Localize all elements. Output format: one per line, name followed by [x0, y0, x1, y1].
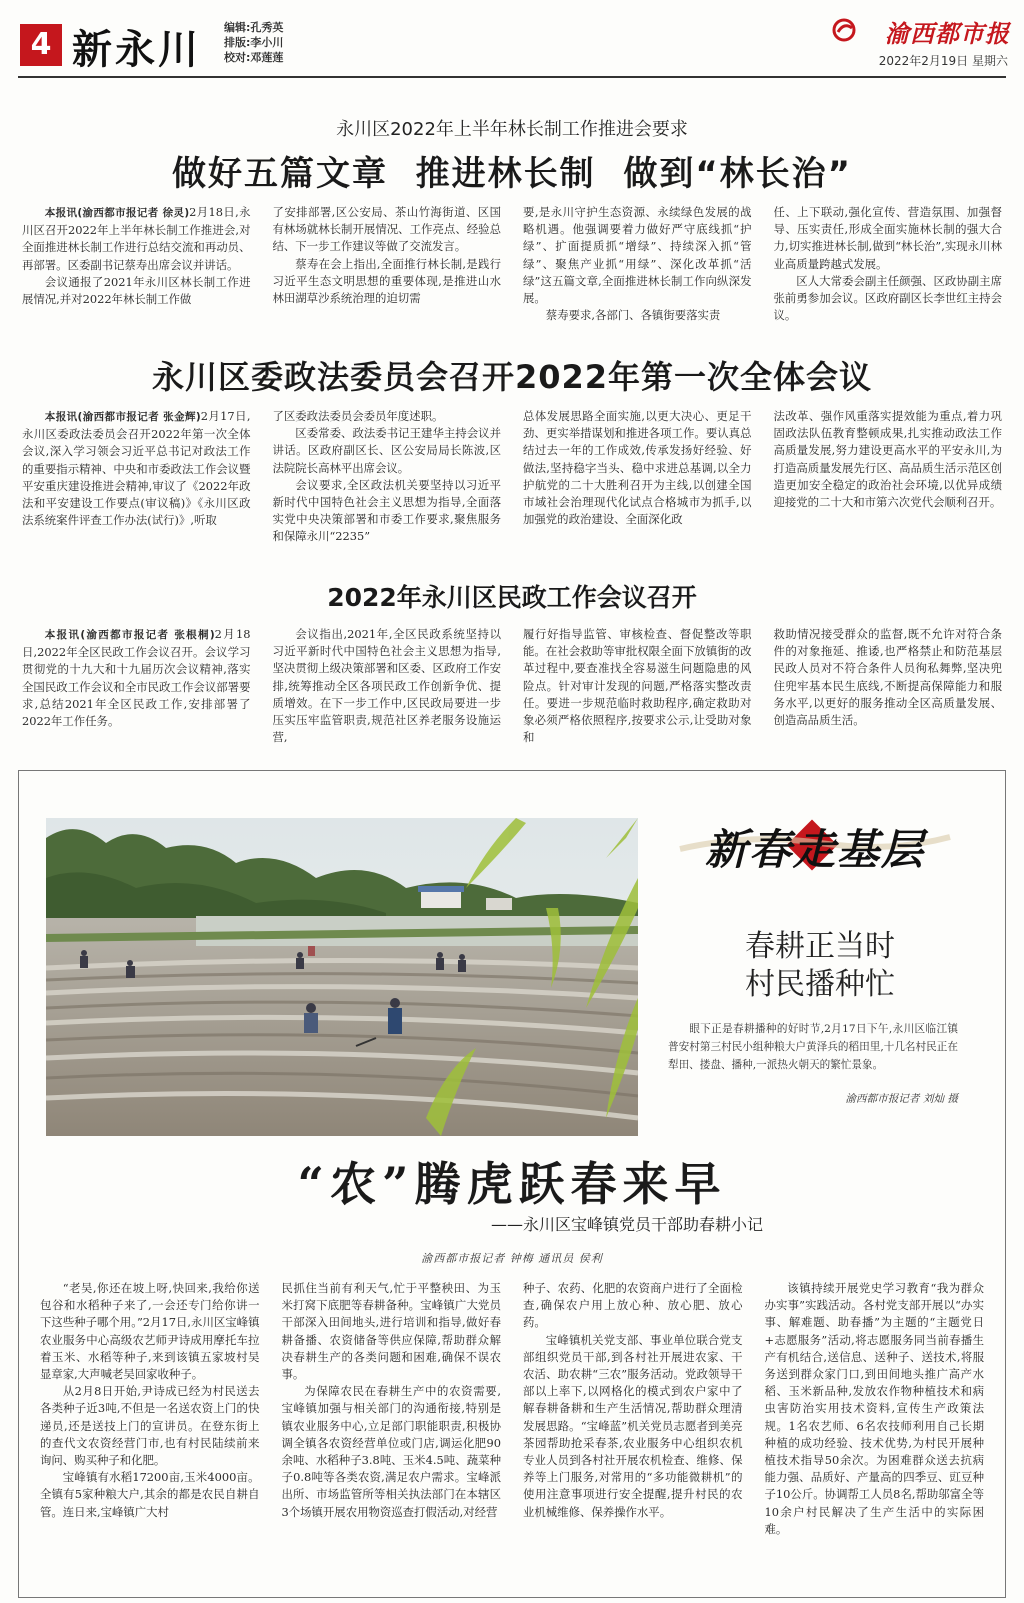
article3-column	[273, 626, 502, 746]
paragraph: 从2月8日开始,尹诗成已经为村民送去各类种子近3吨,不但是一名送农资上门的快递员,还是送技上门的宣讲员。在登东街上的查代文农资经营门市,也有村民陆续前来询问、购买种子和化肥。	[40, 1384, 260, 1468]
article2-title: 永川区委政法委员会召开2022年第一次全体会议	[151, 358, 873, 396]
paragraph: 救助情况接受群众的监督,既不允许对符合条件的对象拖延、推诿,也严格禁止和防范基层民政人员对不符合条件人员徇私舞弊,坚决兜住兜牢基本民生底线,不断提高保障能力和服务水平,以更好的服务推动全区高质量发展、创造高品质生活。	[773, 627, 1002, 728]
paragraph: 民抓住当前有利天气,忙于平整秧田、为玉米打窝下底肥等春耕备种。宝峰镇广大党员干部深入田间地头,进行培训和指导,做好春耕备播、农资储备等供应保障,帮助群众解决春耕生产的各类问题和困难,确保不误农事。	[281, 1281, 501, 1382]
feature-column	[40, 1280, 260, 1590]
photo-caption: 眼下正是春耕播种的好时节,2月17日下午,永川区临江镇普安村第三村民小组种粮大户黄泽兵的稻田里,十几名村民正在犁田、搂盘、播种,一派热火朝天的繁忙景象。	[668, 1023, 958, 1071]
feature-title: “农”腾虎跃春来早	[297, 1157, 727, 1211]
paragraph: 宝峰镇有水稻17200亩,玉米4000亩。全镇有5家种粮大户,其余的都是农民自耕自管。连日来,宝峰镇广大村	[40, 1470, 260, 1519]
article1-column	[22, 204, 251, 322]
article1-column	[774, 204, 1003, 322]
feature-column	[765, 1280, 985, 1590]
feature-badge-text: 新春走基层	[704, 825, 925, 874]
section-title: 新永川	[72, 26, 201, 73]
article2-body	[22, 408, 1002, 550]
paragraph: 种子、农药、化肥的农资商户进行了全面检查,确保农户用上放心种、放心肥、放心药。	[523, 1281, 743, 1330]
article3-column	[22, 626, 251, 746]
feature-body	[40, 1280, 984, 1590]
rice-field-photo	[46, 818, 638, 1136]
paragraph: 会议要求,全区政法机关要坚持以习近平新时代中国特色社会主义思想为指导,全面落实党中央决策部署和市委工作要求,聚焦服务和保障永川“2235”	[272, 477, 501, 544]
article1-byline: 本报讯(渝西都市报记者 徐灵)	[44, 207, 190, 219]
paragraph: 了区委政法委员会委员年度述职。	[272, 409, 444, 423]
paragraph: 总体发展思路全面实施,以更大决心、更足干劲、更实举措谋划和推进各项工作。要认真总结过去一年的工作成效,传承发扬好经验、好做法,坚持稳字当头、稳中求进总基调,以全力护航党的二十大胜利召开为主线,以创建全国市域社会治理现代化试点合格城市为抓手,以加强党的政治建设、全面深化政	[523, 409, 752, 527]
article1-title: 做好五篇文章 推进林长制 做到“林长治”	[171, 154, 853, 194]
header-rule	[18, 76, 1006, 78]
article3-byline: 本报讯(渝西都市报记者 张根桐)	[44, 629, 215, 641]
feature-badge	[670, 805, 960, 885]
feature-column	[523, 1280, 743, 1590]
issue-date: 2022年2月19日 星期六	[878, 54, 1008, 68]
rice-field-illustration	[46, 818, 638, 1136]
paragraph: 蔡寿在会上指出,全面推行林长制,是践行习近平生态文明思想的重要体现,是推进山水林田湖草沙系统治理的迫切需	[272, 256, 501, 306]
article3-column	[523, 626, 752, 746]
photo-title-line: 春耕正当时	[745, 929, 895, 964]
paragraph: 法改革、强作风重落实提效能为重点,着力巩固政法队伍教育整顿成果,扎实推动政法工作高质量发展,努力建设更高水平的平安永川,为打造高质量发展先行区、高品质生活示范区创造更加安全稳定的政治社会环境,以优异成绩迎接党的二十大和市第六次党代会顺利召开。	[773, 409, 1002, 510]
article3-body	[22, 626, 1002, 746]
paragraph: 2月18日,2022年全区民政工作会议召开。会议学习贯彻党的十九大和十九届历次会议精神,落实全国民政工作会议和全市民政工作会议部署要求,总结2021年全区民政工作,安排部署了2022年工作任务。	[22, 627, 251, 729]
feature-byline: 渝西都市报记者 钟梅 通讯员 侯利	[421, 1252, 603, 1265]
paragraph: 会议指出,2021年,全区民政系统坚持以习近平新时代中国特色社会主义思想为指导,坚决贯彻上级决策部署和区委、区政府工作安排,统筹推动全区各项民政工作创新争优、提质增效。在下一步工作中,区民政局要进一步压实压牢监管职责,规范社区养老服务设施运营,	[272, 627, 501, 745]
photo-title	[670, 928, 970, 1004]
article1-column	[523, 204, 752, 322]
paragraph: “老吴,你还在坡上呀,快回来,我给你送包谷和水稻种子来了,一会还专门给你讲一下这些种子哪个用。”2月17日,永川区宝峰镇农业服务中心高级农艺师尹诗成用摩托车拉着玉米、水稻等种子,来到该镇五家坡村吴显章家,大声喊老吴回家收种子。	[40, 1281, 260, 1382]
photo-credit: 渝西都市报记者 刘灿 摄	[845, 1093, 958, 1105]
feature-column	[282, 1280, 502, 1590]
layout-editor: 排版:李小川	[224, 36, 284, 49]
paragraph: 2月17日,永川区委政法委员会召开2022年第一次全体会议,深入学习领会习近平总书记对政法工作的重要指示精神、中央和市委政法工作会议暨平安重庆建设推进会精神,审议了《2022年政法和平安建设工作要点(审议稿)》《永川区政法系统案件评查工作办法(试行)》,听取	[22, 409, 251, 528]
proofreader: 校对:邓莲莲	[224, 51, 284, 64]
paragraph: 蔡寿要求,各部门、各镇街要落实责	[545, 308, 721, 322]
paragraph: 2月18日,永川区召开2022年上半年林长制工作推进会,对全面推进林长制工作进行总结交流和再动员、再部署。区委副书记蔡寿出席会议并讲话。	[22, 205, 251, 272]
article2-column	[523, 408, 752, 550]
paragraph: 区委常委、政法委书记王建华主持会议并讲话。区政府副区长、区公安局局长陈波,区法院院长高林平出席会议。	[272, 426, 501, 475]
article1-body	[22, 204, 1002, 322]
article3-column	[774, 626, 1003, 746]
paragraph: 该镇持续开展党史学习教育“我为群众办实事”实践活动。各村党支部开展以“办实事、解难题、助春播”为主题的“主题党日+志愿服务”活动,将志愿服务同当前春播生产有机结合,送信息、送种子、送技术,将服务送到群众家门口,到田间地头推广高产水稻、玉米新品种,发放农作物种植技术和病虫害防治实用技术资料,宣传生产政策法规。1名农艺师、6名农技师利用自己长期种植的成功经验、技术优势,为村民开展种植技术指导50余次。为困难群众送去抗病能力强、品质好、产量高的四季豆、豇豆种子10公斤。协调帮工人员8名,帮助邬富全等10余户村民解决了生产生活中的实际困难。	[764, 1281, 984, 1536]
photo-title-line: 村民播种忙	[745, 967, 895, 1002]
feature-subtitle: ——永川区宝峰镇党员干部助春耕小记	[490, 1215, 763, 1234]
article1-column	[273, 204, 502, 322]
editor-credits	[224, 20, 283, 65]
article2-column	[774, 408, 1003, 550]
paragraph: 宝峰镇机关党支部、事业单位联合党支部组织党员干部,到各村社开展进农家、干农活、助农耕“三农”服务活动。党政领导干部以上率下,以网格化的模式到农户家中了解春耕备耕和生产生活情况,帮助群众理清发展思路。“宝峰蓝”机关党员志愿者到美亮茶园帮助抢采春茶,农业服务中心组织农机专业人员到各村社开展农机检查、维修、保养等上门服务,对常用的“多功能微耕机”的使用注意事项进行安全提醒,提升村民的农业机械维修、保养操作水平。	[523, 1332, 743, 1519]
paragraph: 了安排部署,区公安局、茶山竹海街道、区国有林场就林长制开展情况、工作亮点、经验总结、下一步工作建议等做了交流发言。	[272, 205, 501, 254]
paragraph: 会议通报了2021年永川区林长制工作进展情况,并对2022年林长制工作做	[22, 274, 251, 307]
paragraph: 要,是永川守护生态资源、永续绿色发展的战略机遇。他强调要着力做好严守底线抓“护绿”、扩面提质抓“增绿”、持续深入抓“管绿”、聚焦产业抓“用绿”、深化改革抓“活绿”这五篇文章,全面推进林长制工作向纵深发展。	[523, 205, 752, 306]
article2-column	[273, 408, 502, 550]
article3-title: 2022年永川区民政工作会议召开	[327, 583, 697, 612]
article2-column	[22, 408, 251, 550]
paragraph: 为保障农民在春耕生产中的农资需要,宝峰镇加强与相关部门的沟通衔接,特别是镇农业服务中心,立足部门职能职责,积极协调全镇各农资经营单位或门店,调运化肥90余吨、水稻种子3.8吨、玉米4.5吨、蔬菜种子0.8吨等各类农资,满足农户需求。宝峰派出所、市场监管所等相关执法部门在本辖区3个场镇开展农用物资巡查打假活动,对经营	[281, 1384, 501, 1519]
masthead: 渝西都市报	[885, 19, 1010, 48]
paragraph: 履行好指导监管、审核检查、督促整改等职能。在社会救助等审批权限全面下放镇街的改革过程中,要查准找全容易滋生问题隐患的风险点。针对审计发现的问题,严格落实整改责任。要进一步规范临时救助程序,确定救助对象必须严格依照程序,按要求公示,让受助对象和	[523, 627, 752, 745]
editor: 编辑:孔秀英	[224, 21, 284, 34]
article2-byline: 本报讯(渝西都市报记者 张金辉)	[44, 411, 201, 423]
page-number: 4	[20, 24, 62, 66]
paragraph: 任、上下联动,强化宣传、营造氛围、加强督导、压实责任,形成全面实施林长制的强大合力,切实推进林长制,做到“林长治”,实现永川林业高质量跨越式发展。	[773, 205, 1002, 271]
article1-kicker: 永川区2022年上半年林长制工作推进会要求	[336, 119, 688, 140]
paragraph: 区人大常委会副主任颜强、区政协副主席张前勇参加会议。区政府副区长李世红主持会议。	[773, 273, 1002, 322]
